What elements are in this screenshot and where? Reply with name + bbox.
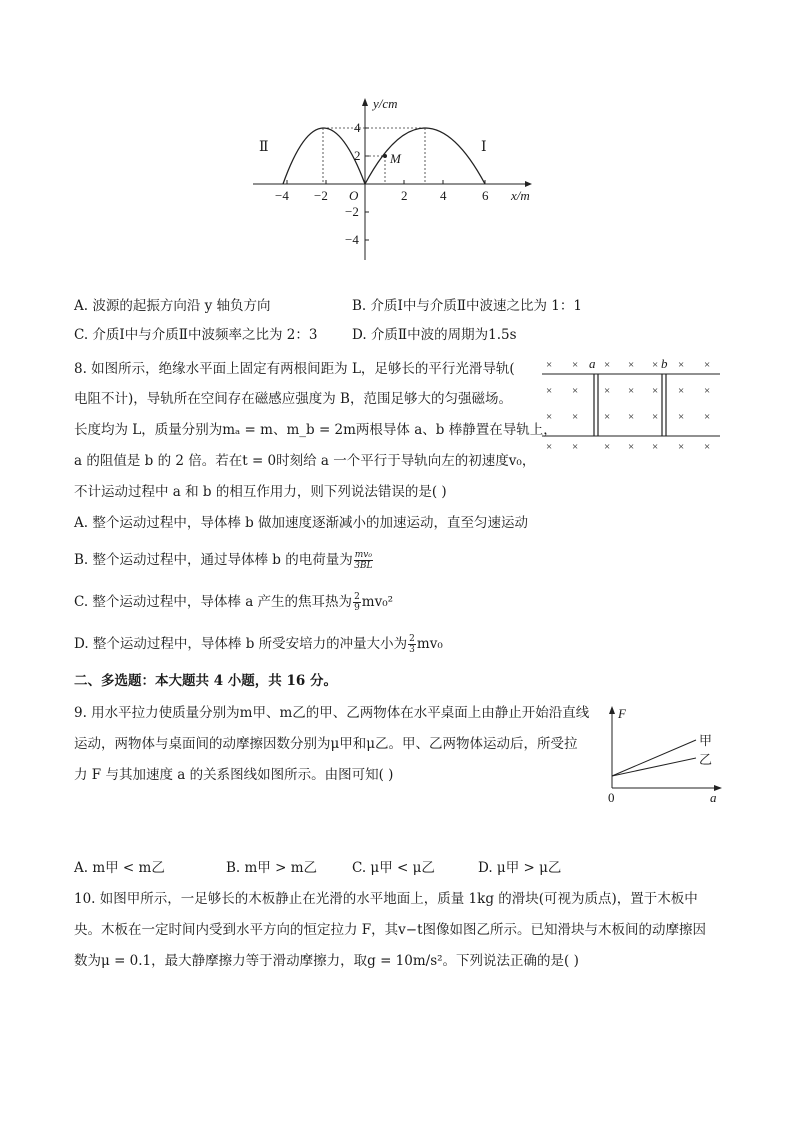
line-yi (612, 758, 696, 776)
field-mark: × (652, 385, 659, 397)
field-mark: × (604, 359, 611, 371)
x-tick-6: 6 (482, 188, 489, 203)
y-tick-2: 2 (354, 148, 361, 163)
field-mark: × (652, 411, 659, 423)
q8-option-c-fraction (353, 592, 361, 613)
q7-option-c: C. 介质Ⅰ中与介质Ⅱ中波频率之比为 2：3 (74, 327, 318, 343)
origin-label: 0 (608, 790, 615, 805)
field-mark: × (678, 385, 685, 397)
q8-option-b-text: B. 整个运动过程中，通过导体棒 b 的电荷量为 (74, 552, 353, 568)
field-mark: × (572, 441, 579, 453)
field-mark: × (652, 441, 659, 453)
field-mark: × (546, 411, 553, 423)
q8-line-2: 电阻不计)，导轨所在空间存在磁感应强度为 B，范围足够大的匀强磁场。 (74, 391, 512, 407)
section-2-heading: 二、多选题：本大题共 4 小题，共 16 分。 (74, 673, 337, 689)
q8-option-b-fraction (354, 550, 373, 571)
rail-figure (540, 354, 724, 454)
point-m-label: M (390, 151, 401, 166)
line-yi-label: 乙 (699, 752, 713, 767)
field-mark: × (704, 385, 711, 397)
field-mark: × (628, 441, 635, 453)
field-mark: × (628, 385, 635, 397)
field-mark: × (604, 411, 611, 423)
q8-option-d-fraction (408, 634, 416, 655)
q9-option-a: A. m甲 < m乙 (74, 860, 165, 876)
q10-line-3: 数为μ = 0.1，最大静摩擦力等于滑动摩擦力，取g = 10m/s²。下列说法正确的是( ) (74, 953, 579, 969)
field-mark: × (628, 411, 635, 423)
q8-option-a: A. 整个运动过程中，导体棒 b 做加速度逐渐减小的加速运动，直至匀速运动 (74, 515, 529, 531)
f-axis-label: F (618, 706, 626, 721)
wave-medium-2 (283, 128, 365, 184)
field-mark: × (628, 359, 635, 371)
q8-option-d (74, 634, 443, 655)
q8-option-b-denominator: 3BL (354, 561, 373, 571)
field-mark: × (572, 411, 579, 423)
q7-option-a: A. 波源的起振方向沿 y 轴负方向 (74, 298, 271, 314)
q9-option-b: B. m甲 > m乙 (226, 860, 317, 876)
f-axis-arrow (609, 706, 615, 714)
q7-option-b: B. 介质Ⅰ中与介质Ⅱ中波速之比为 1：1 (352, 298, 582, 314)
region-2-label: Ⅱ (259, 140, 269, 155)
y-axis-label: y/cm (373, 96, 398, 111)
x-tick-m2: −2 (314, 188, 328, 203)
x-axis-label: x/m (511, 188, 530, 203)
field-mark: × (704, 359, 711, 371)
y-axis-arrow (362, 98, 368, 106)
field-mark: × (546, 441, 553, 453)
y-tick-m2: −2 (345, 204, 359, 219)
x-tick-4: 4 (440, 188, 447, 203)
region-1-label: Ⅰ (481, 140, 487, 155)
field-mark: × (546, 385, 553, 397)
q8-option-b-numerator: mv₀ (354, 550, 372, 560)
q8-line-3: 长度均为 L，质量分别为mₐ = m、m_b = 2m两根导体 a、b 棒静置在导轨上， (74, 422, 557, 438)
rod-a-label: a (589, 356, 596, 371)
q8-option-c-numerator: 2 (354, 592, 360, 602)
q8-line-1: 8. 如图所示，绝缘水平面上固定有两根间距为 L，足够长的平行光滑导轨( (74, 361, 515, 377)
q8-option-c-denominator: 9 (354, 603, 360, 613)
field-mark: × (546, 359, 553, 371)
magnetic-field-marks (546, 359, 710, 453)
field-mark: × (678, 359, 685, 371)
field-mark: × (704, 411, 711, 423)
x-axis-arrow (525, 181, 532, 187)
q7-option-d: D. 介质Ⅱ中波的周期为1.5s (352, 327, 517, 343)
y-tick-4: 4 (354, 120, 361, 135)
field-mark: × (572, 359, 579, 371)
rod-b-label: b (661, 356, 668, 371)
field-mark: × (572, 385, 579, 397)
field-mark: × (678, 411, 685, 423)
a-axis-label: a (710, 790, 717, 805)
q8-option-c-tail: mv₀² (361, 594, 394, 610)
q9-option-c: C. μ甲 < μ乙 (352, 860, 435, 876)
field-mark: × (652, 359, 659, 371)
line-jia (612, 740, 696, 776)
q8-line-5: 不计运动过程中 a 和 b 的相互作用力，则下列说法错误的是( ) (74, 484, 447, 500)
q10-line-2: 央。木板在一定时间内受到水平方向的恒定拉力 F，其v−t图像如图乙所示。已知滑块与木板间的动摩擦因 (74, 922, 707, 938)
q8-option-b (74, 550, 373, 571)
y-tick-m4: −4 (345, 232, 359, 247)
q8-option-d-text: D. 整个运动过程中，导体棒 b 所受安培力的冲量大小为 (74, 636, 408, 652)
point-m (383, 154, 387, 158)
field-mark: × (678, 441, 685, 453)
field-mark: × (604, 385, 611, 397)
field-mark: × (604, 441, 611, 453)
q9-line-1: 9. 用水平拉力使质量分别为m甲、m乙的甲、乙两物体在水平桌面上由静止开始沿直线 (74, 705, 590, 721)
line-jia-label: 甲 (699, 733, 713, 748)
q8-option-c (74, 592, 393, 613)
q8-option-d-tail: mv₀ (416, 636, 443, 652)
q9-line-2: 运动，两物体与桌面间的动摩擦因数分别为μ甲和μ乙。甲、乙两物体运动后，所受拉 (74, 736, 578, 752)
force-acceleration-figure (600, 700, 728, 806)
q8-option-d-numerator: 2 (409, 634, 415, 644)
origin-label: O (349, 188, 359, 203)
q8-option-d-denominator: 3 (409, 645, 415, 655)
q8-option-c-text: C. 整个运动过程中，导体棒 a 产生的焦耳热为 (74, 594, 353, 610)
x-tick-2: 2 (401, 188, 408, 203)
wave-figure (245, 92, 545, 264)
q9-line-3: 力 F 与其加速度 a 的关系图线如图所示。由图可知( ) (74, 767, 394, 783)
q9-option-d: D. μ甲 > μ乙 (478, 860, 562, 876)
field-mark: × (704, 441, 711, 453)
q10-line-1: 10. 如图甲所示，一足够长的木板静止在光滑的水平地面上，质量 1kg 的滑块(可视为质点)，置于木板中 (74, 891, 698, 907)
q8-line-4: a 的阻值是 b 的 2 倍。若在t = 0时刻给 a 一个平行于导轨向左的初速度v₀， (74, 453, 536, 469)
x-tick-m4: −4 (275, 188, 289, 203)
